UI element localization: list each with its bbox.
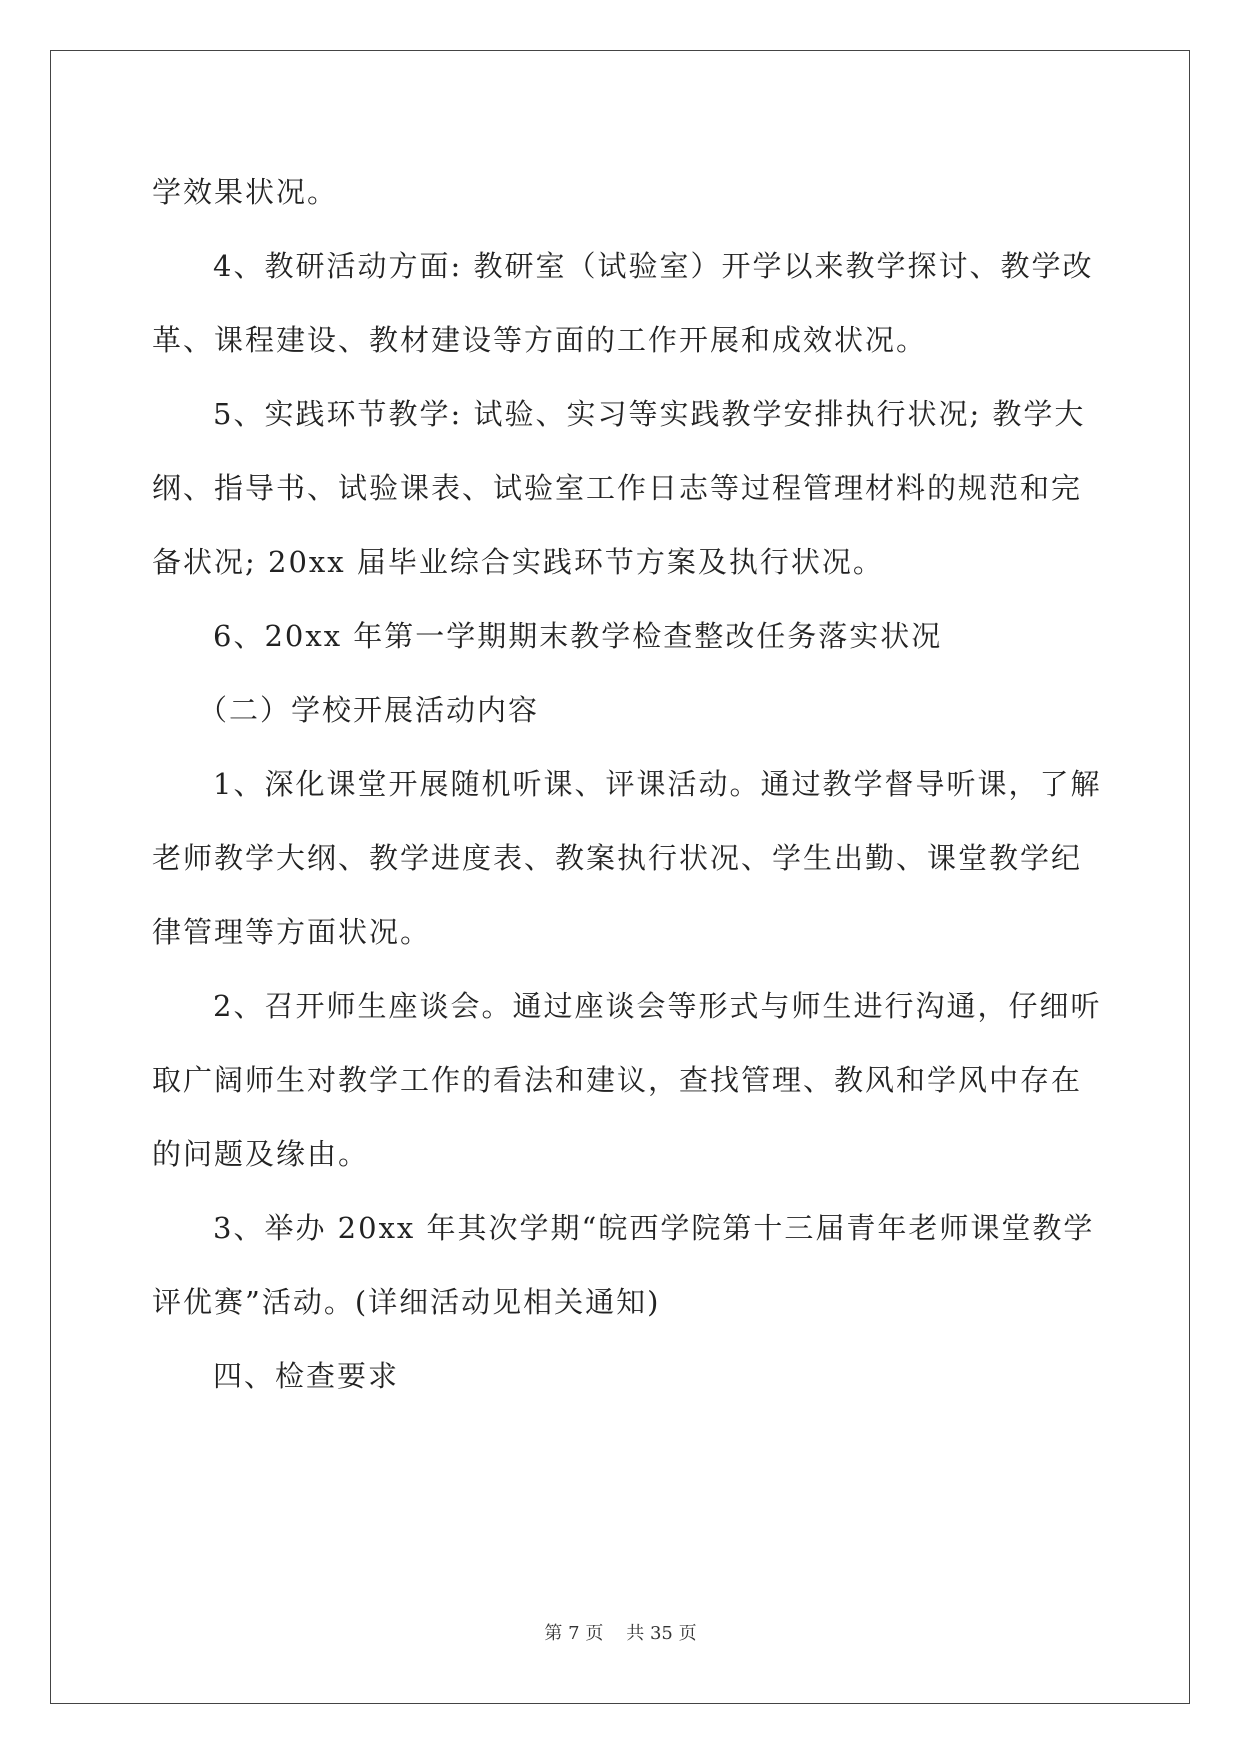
text-line: 1、深化课堂开展随机听课、评课活动。通过教学督导听课，了解: [213, 767, 1102, 801]
text-line: 4、教研活动方面: 教研室（试验室）开学以来教学探讨、教学改: [213, 249, 1094, 283]
text-line: 5、实践环节教学: 试验、实习等实践教学安排执行状况; 教学大: [213, 397, 1086, 431]
section-heading: 四、检查要求: [213, 1359, 400, 1393]
page-number: 第 7 页: [544, 1623, 604, 1644]
text-line: 3、举办 20xx 年其次学期“皖西学院第十三届青年老师课堂教学: [213, 1211, 1095, 1245]
text-line: 革、课程建设、教材建设等方面的工作开展和成效状况。: [152, 323, 928, 357]
text-line: 学效果状况。: [152, 175, 339, 209]
text-line: 纲、指导书、试验课表、试验室工作日志等过程管理材料的规范和完: [152, 471, 1083, 505]
text-line: 老师教学大纲、教学进度表、教案执行状况、学生出勤、课堂教学纪: [152, 841, 1083, 875]
text-line: 6、20xx 年第一学期期末教学检查整改任务落实状况: [213, 619, 943, 653]
text-line: 律管理等方面状况。: [152, 915, 432, 949]
text-line: 备状况; 20xx 届毕业综合实践环节方案及执行状况。: [152, 545, 884, 579]
text-line: 2、召开师生座谈会。通过座谈会等形式与师生进行沟通，仔细听: [213, 989, 1102, 1023]
text-line: 取广阔师生对教学工作的看法和建议，查找管理、教风和学风中存在: [152, 1063, 1083, 1097]
page-total: 共 35 页: [626, 1623, 697, 1644]
text-line: 评优赛”活动。(详细活动见相关通知): [152, 1285, 661, 1319]
section-heading: （二）学校开展活动内容: [198, 693, 540, 727]
page-footer: [0, 1622, 1241, 1646]
document-body: [152, 155, 1102, 1413]
text-line: 的问题及缘由。: [152, 1137, 370, 1171]
